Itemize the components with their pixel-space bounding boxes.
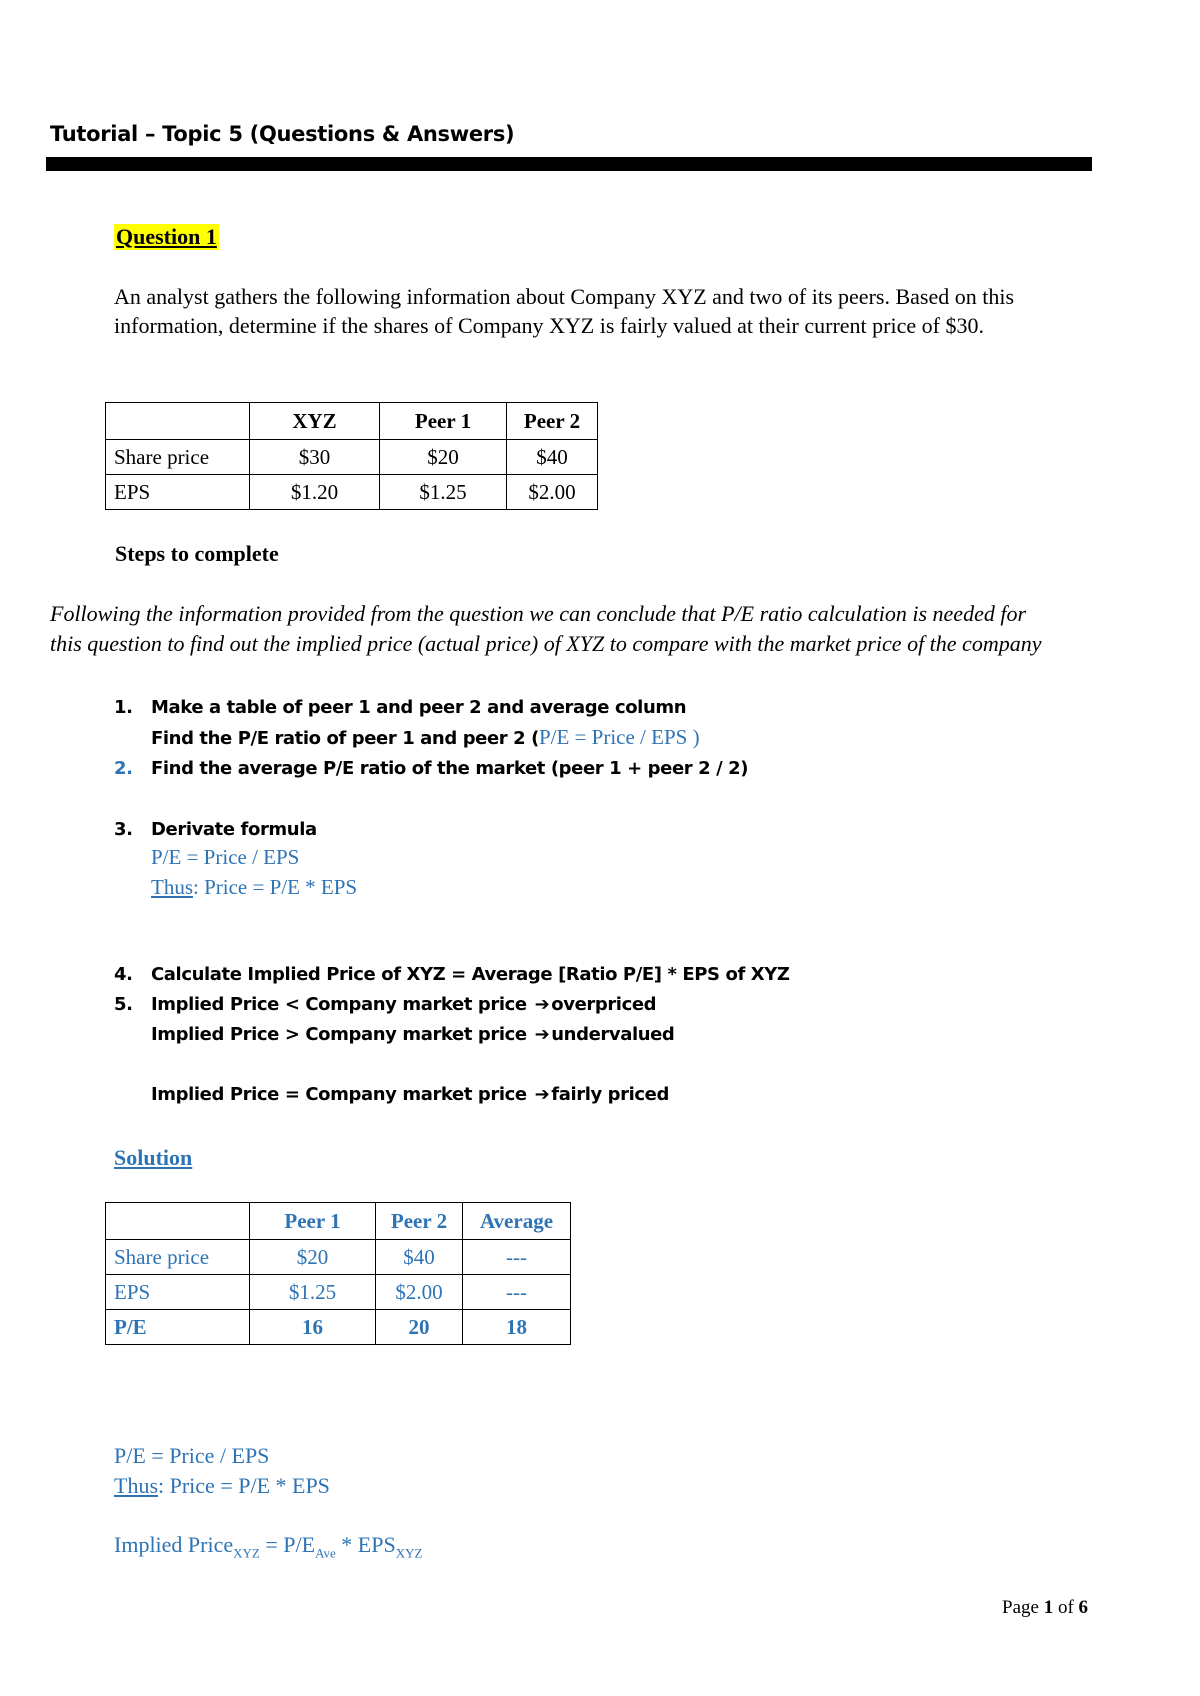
table-cell: EPS bbox=[106, 475, 250, 510]
page-footer bbox=[1002, 1597, 1088, 1619]
pe-formula: P/E = Price / EPS ) bbox=[538, 725, 700, 749]
step-2 bbox=[114, 758, 748, 779]
right-arrow-icon: ➔ bbox=[534, 1024, 550, 1045]
step-5-line-3 bbox=[151, 1084, 669, 1105]
of-label: of bbox=[1053, 1597, 1079, 1618]
formula-text: = P/E bbox=[259, 1532, 316, 1557]
title-divider bbox=[46, 157, 1092, 171]
table-row bbox=[106, 1310, 571, 1345]
page-number: 1 bbox=[1043, 1597, 1054, 1618]
table-cell: P/E bbox=[106, 1310, 250, 1345]
table-header-cell bbox=[106, 1203, 250, 1240]
question-text: An analyst gathers the following information about Company XYZ and two of its peers. Based on this information, determine if the shares of Company XYZ is fairly valued at their current price of $30. bbox=[114, 284, 1015, 338]
right-arrow-icon: ➔ bbox=[534, 1084, 550, 1105]
table-header-cell: XYZ bbox=[250, 403, 380, 440]
table-row bbox=[106, 475, 598, 510]
step-1-sub bbox=[151, 725, 700, 750]
question-heading: Question 1 bbox=[116, 224, 217, 249]
table-cell: $40 bbox=[376, 1240, 463, 1275]
step-text: Implied Price = Company market price bbox=[151, 1084, 527, 1105]
formula-subscript: XYZ bbox=[233, 1545, 260, 1561]
steps-intro: Following the information provided from the question we can conclude that P/E ratio calculation is needed for this question to find out the implied price (actual price) of XYZ to compare with the market price of the company bbox=[50, 601, 1042, 656]
table-cell: 20 bbox=[376, 1310, 463, 1345]
step-text: Find the P/E ratio of peer 1 and peer 2 ( bbox=[151, 728, 539, 749]
step-5 bbox=[114, 994, 656, 1015]
table-cell: EPS bbox=[106, 1275, 250, 1310]
step-number: 2. bbox=[114, 758, 133, 779]
table-header-cell bbox=[106, 403, 250, 440]
step-text: Find the average P/E ratio of the market (peer 1 + peer 2 / 2) bbox=[151, 758, 749, 779]
table-header-cell: Peer 1 bbox=[380, 403, 507, 440]
table-cell: $1.25 bbox=[250, 1275, 376, 1310]
table-header-cell: Peer 2 bbox=[507, 403, 598, 440]
solution-formula-2 bbox=[114, 1473, 330, 1499]
document-title: Tutorial – Topic 5 (Questions & Answers) bbox=[50, 122, 515, 146]
solution-heading: Solution bbox=[114, 1145, 193, 1170]
step-text: Implied Price < Company market price bbox=[151, 994, 527, 1015]
table-cell: 16 bbox=[250, 1310, 376, 1345]
table-cell: $2.00 bbox=[376, 1275, 463, 1310]
table-cell: Share price bbox=[106, 440, 250, 475]
table-cell: 18 bbox=[463, 1310, 571, 1345]
solution-formula-1: P/E = Price / EPS bbox=[114, 1443, 270, 1468]
table-cell: --- bbox=[463, 1240, 571, 1275]
thus-label: Thus bbox=[151, 875, 193, 899]
step-3-formula-2 bbox=[151, 875, 357, 900]
table-cell: $2.00 bbox=[507, 475, 598, 510]
formula-text: : Price = P/E * EPS bbox=[158, 1473, 330, 1498]
step-text: fairly priced bbox=[551, 1084, 669, 1105]
step-1 bbox=[114, 697, 686, 718]
step-text: overpriced bbox=[551, 994, 657, 1015]
table-row bbox=[106, 440, 598, 475]
table-row bbox=[106, 403, 598, 440]
table-cell: --- bbox=[463, 1275, 571, 1310]
table-row bbox=[106, 1240, 571, 1275]
formula-text: Implied Price bbox=[114, 1532, 234, 1557]
step-3 bbox=[114, 819, 317, 840]
page-label: Page bbox=[1002, 1597, 1044, 1618]
formula-text: : Price = P/E * EPS bbox=[193, 875, 358, 899]
table-header-cell: Peer 2 bbox=[376, 1203, 463, 1240]
table-row bbox=[106, 1275, 571, 1310]
table-cell: $1.20 bbox=[250, 475, 380, 510]
table-cell: Share price bbox=[106, 1240, 250, 1275]
step-text: undervalued bbox=[551, 1024, 675, 1045]
table-header-cell: Peer 1 bbox=[250, 1203, 376, 1240]
formula-subscript: Ave bbox=[315, 1545, 336, 1561]
step-text: Implied Price > Company market price bbox=[151, 1024, 527, 1045]
formula-subscript: XYZ bbox=[395, 1545, 423, 1561]
step-number: 3. bbox=[114, 819, 133, 840]
table-cell: $30 bbox=[250, 440, 380, 475]
solution-table bbox=[105, 1202, 571, 1345]
step-3-formula-1: P/E = Price / EPS bbox=[151, 845, 300, 869]
total-pages: 6 bbox=[1078, 1597, 1089, 1618]
table-row bbox=[106, 1203, 571, 1240]
right-arrow-icon: ➔ bbox=[534, 994, 550, 1015]
step-5-line-2 bbox=[151, 1024, 674, 1045]
solution-formula-3 bbox=[114, 1532, 422, 1561]
step-number: 1. bbox=[114, 697, 133, 718]
step-number: 4. bbox=[114, 964, 133, 985]
step-text: Calculate Implied Price of XYZ = Average [Ratio P/E] * EPS of XYZ bbox=[151, 964, 790, 985]
step-number: 5. bbox=[114, 994, 133, 1015]
question-table bbox=[105, 402, 598, 510]
table-cell: $20 bbox=[380, 440, 507, 475]
table-header-cell: Average bbox=[463, 1203, 571, 1240]
thus-label: Thus bbox=[114, 1473, 158, 1498]
table-cell: $1.25 bbox=[380, 475, 507, 510]
step-text: Derivate formula bbox=[151, 819, 317, 840]
step-text: Make a table of peer 1 and peer 2 and average column bbox=[151, 697, 687, 718]
table-cell: $40 bbox=[507, 440, 598, 475]
formula-text: * EPS bbox=[335, 1532, 396, 1557]
table-cell: $20 bbox=[250, 1240, 376, 1275]
step-4 bbox=[114, 964, 790, 985]
steps-heading: Steps to complete bbox=[115, 541, 279, 566]
